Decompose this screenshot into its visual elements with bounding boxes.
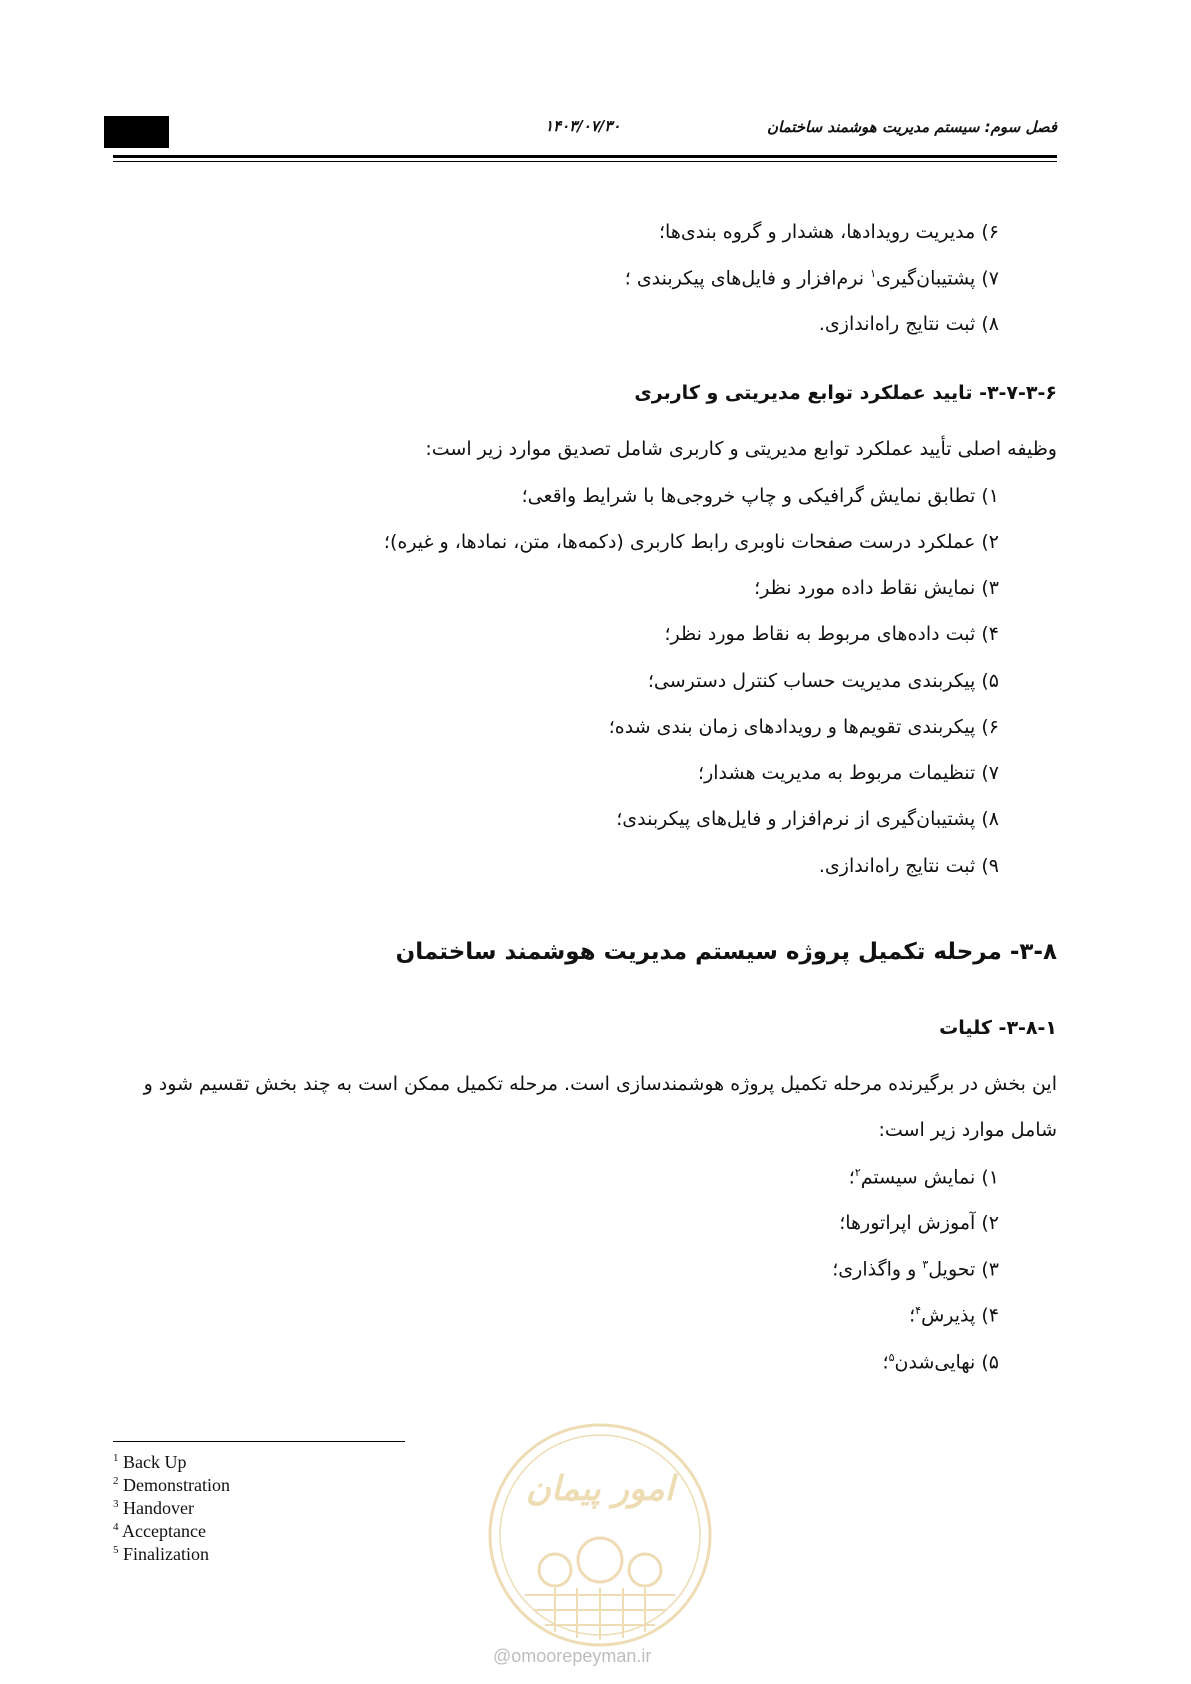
list-item [883, 1351, 999, 1373]
list-item-text: ۵) نهایی‌شدن [894, 1351, 999, 1374]
list-item [909, 1304, 999, 1326]
footnote-number: 1 [113, 1452, 119, 1464]
footnote [113, 1475, 230, 1496]
watermark-logo-icon [485, 1420, 715, 1650]
paragraph: وظیفه اصلی تأیید عملکرد توابع مدیریتی و کاربری شامل تصدیق موارد زیر است: [425, 438, 1057, 460]
paragraph-line: این بخش در برگیرنده مرحله تکمیل پروژه هوشمندسازی است. مرحله تکمیل ممکن است به چند بخش تقسیم شود و [143, 1073, 1057, 1095]
watermark-url [493, 1646, 651, 1667]
section-heading: ۳-۸-۱- کلیات [939, 1017, 1057, 1039]
list-item [832, 1258, 999, 1280]
footnote-ref: ۲ [854, 1166, 861, 1179]
at-icon: @ [493, 1646, 512, 1666]
footnote [113, 1544, 209, 1565]
list-item: ۲) عملکرد درست صفحات ناوبری رابط کاربری (دکمه‌ها، متن، نمادها، و غیره)؛ [383, 531, 999, 553]
list-item: ۸) ثبت نتایج راه‌اندازی. [818, 313, 999, 335]
list-item: ۶) مدیریت رویدادها، هشدار و گروه بندی‌ها؛ [659, 221, 999, 243]
list-item-tail: ؛ [882, 1351, 889, 1374]
watermark-logo-text: امور پیمان [525, 1469, 675, 1509]
footnote-ref: ۱ [870, 267, 876, 280]
list-item-tail: ؛ [848, 1166, 855, 1189]
list-item-text: ۷) پشتیبان‌گیری [876, 267, 999, 290]
list-item-text: ۴) پذیرش [921, 1304, 999, 1327]
list-item-tail: ؛ [909, 1304, 916, 1327]
footnote-text: Acceptance [122, 1521, 206, 1541]
list-item: ۸) پشتیبان‌گیری از نرم‌افزار و فایل‌های پیکربندی؛ [616, 808, 999, 830]
chapter-title: فصل سوم: سیستم مدیریت هوشمند ساختمان [767, 118, 1057, 136]
footnote-number: 3 [113, 1498, 119, 1510]
list-item: ۱) تطابق نمایش گرافیکی و چاپ خروجی‌ها با شرایط واقعی؛ [521, 485, 999, 507]
header-rule-thin [113, 161, 1057, 162]
list-item: ۲) آموزش اپراتورها؛ [839, 1212, 999, 1234]
list-item-text: ۱) نمایش سیستم [860, 1166, 999, 1189]
list-item: ۷) تنظیمات مربوط به مدیریت هشدار؛ [698, 762, 999, 784]
footnote-text: Back Up [123, 1452, 187, 1472]
list-item-tail: و واگذاری؛ [832, 1258, 923, 1281]
chapter-section-heading: ۳-۸- مرحله تکمیل پروژه سیستم مدیریت هوشمند ساختمان [395, 939, 1057, 965]
header-rule-thick [113, 155, 1057, 158]
footnote-text: Handover [123, 1498, 194, 1518]
page-number-box [104, 116, 169, 148]
footnote-ref: ۴ [915, 1304, 922, 1317]
footnote [113, 1521, 206, 1542]
paragraph-line: شامل موارد زیر است: [878, 1119, 1057, 1141]
header-date: ۱۴۰۳/۰۷/۳۰ [545, 117, 621, 135]
footnote-text: Demonstration [123, 1475, 230, 1495]
footnote-number: 5 [113, 1544, 119, 1556]
section-heading: ۳-۷-۳-۶- تایید عملکرد توابع مدیریتی و کاربری [634, 382, 1057, 404]
footnote-number: 4 [113, 1521, 119, 1533]
footnote-text: Finalization [123, 1544, 209, 1564]
list-item: ۹) ثبت نتایج راه‌اندازی. [818, 855, 999, 877]
footnote [113, 1452, 186, 1473]
footnote-separator [113, 1441, 405, 1442]
watermark-url-text: omoorepeyman.ir [511, 1646, 652, 1666]
footnote-ref: ۵ [888, 1351, 895, 1364]
list-item-text: نرم‌افزار و فایل‌های پیکربندی ؛ [624, 267, 871, 290]
list-item: ۴) ثبت داده‌های مربوط به نقاط مورد نظر؛ [664, 623, 999, 645]
list-item [849, 1166, 999, 1188]
list-item: ۶) پیکربندی تقویم‌ها و رویدادهای زمان بندی شده؛ [608, 716, 999, 738]
list-item-text: ۳) تحویل [928, 1258, 999, 1281]
list-item: ۵) پیکربندی مدیریت حساب کنترل دسترسی؛ [647, 670, 999, 692]
list-item: ۳) نمایش نقاط داده مورد نظر؛ [754, 577, 999, 599]
list-item [625, 267, 999, 289]
footnote-ref: ۳ [922, 1258, 929, 1271]
footnote-number: 2 [113, 1475, 119, 1487]
footnote [113, 1498, 194, 1519]
